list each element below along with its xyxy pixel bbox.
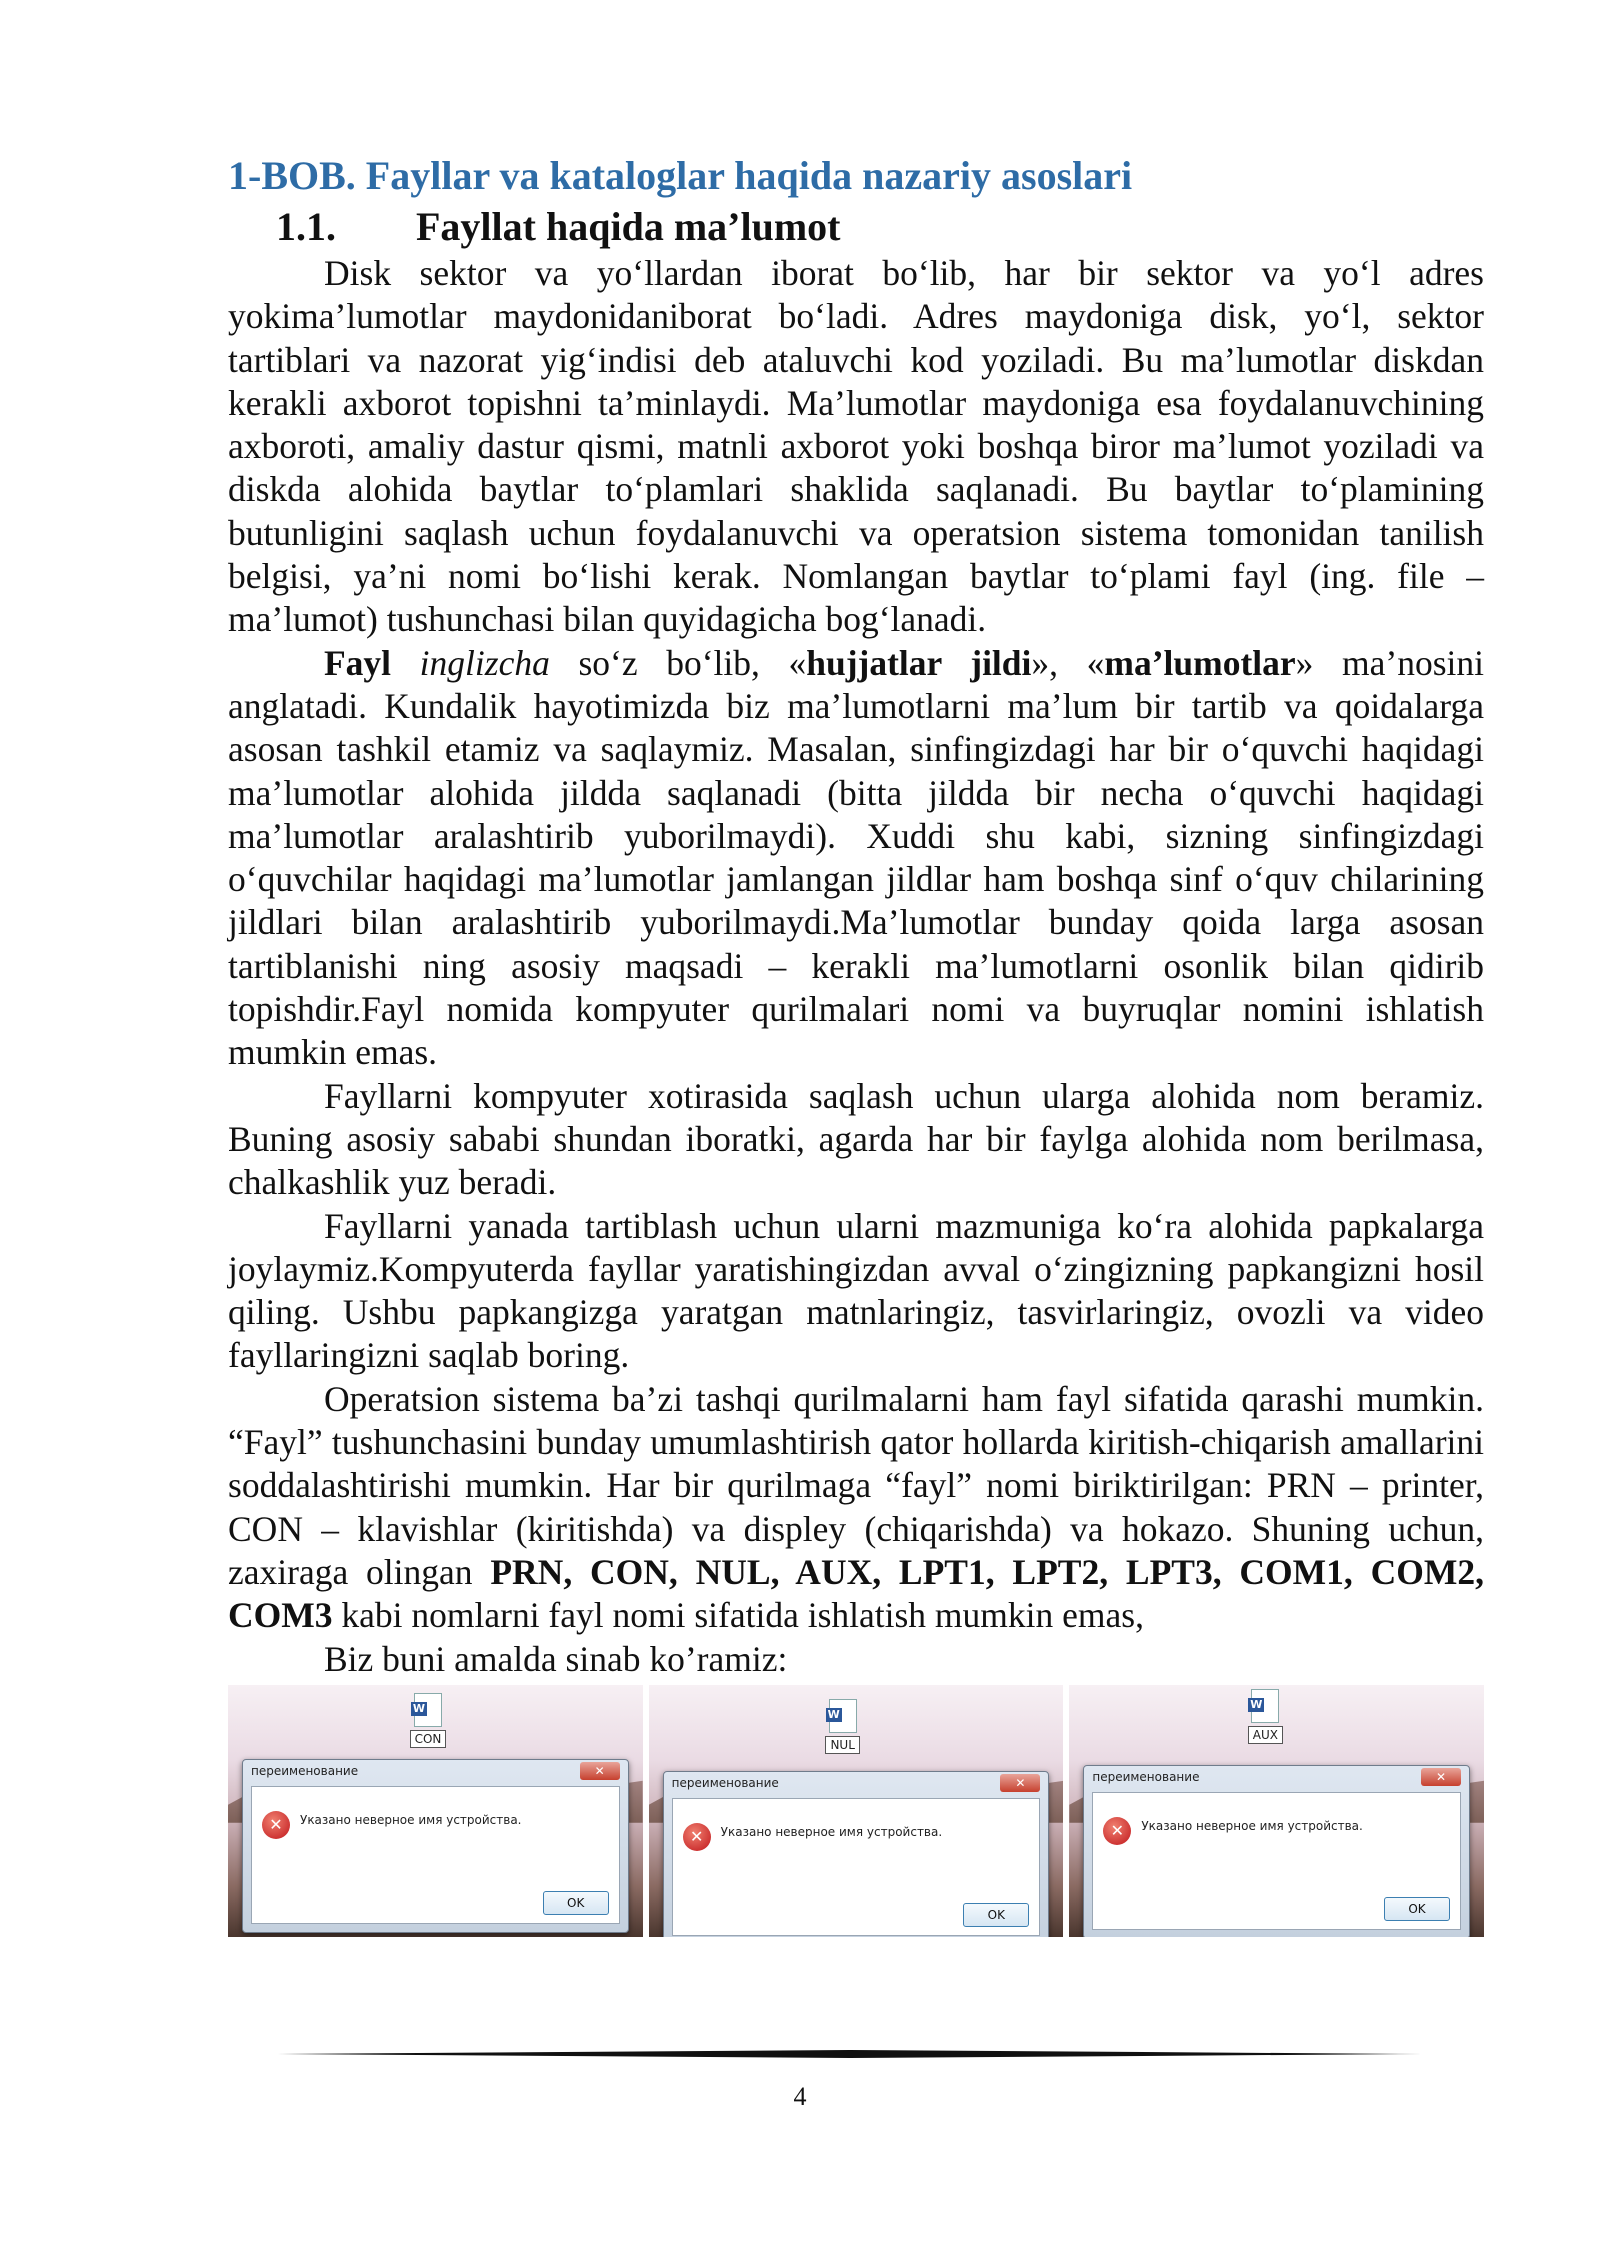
footer-rule: [278, 2050, 1422, 2058]
close-button[interactable]: ✕: [1421, 1768, 1461, 1786]
error-message: Указано неверное имя устройства.: [1141, 1818, 1363, 1833]
word-file-icon: [821, 1699, 865, 1754]
paragraph-file-definition: [228, 642, 1484, 1075]
dialog-body: [672, 1798, 1041, 1936]
reserved-names-list: PRN, CON, NUL, AUX, LPT1, LPT2, LPT3, COM1, COM2, COM3: [228, 1551, 1484, 1636]
screenshot-aux: [1069, 1685, 1484, 1937]
error-icon: ✕: [1103, 1817, 1131, 1845]
screenshot-nul: [649, 1685, 1064, 1937]
file-name-label: CON: [410, 1730, 447, 1748]
close-button[interactable]: ✕: [580, 1762, 620, 1780]
error-message: Указано неверное имя устройства.: [720, 1824, 943, 1839]
word-logo-icon: W: [1250, 1697, 1263, 1711]
page-content: [228, 150, 1484, 1937]
error-message: Указано неверное имя устройства.: [300, 1812, 522, 1827]
paragraph-try-it: Biz buni amalda sinab ko’ramiz:: [324, 1638, 788, 1679]
screenshots-row: [228, 1685, 1484, 1937]
document-icon: [1251, 1689, 1279, 1723]
error-icon: ✕: [683, 1823, 711, 1851]
text-span: so‘z bo‘lib, «: [549, 642, 807, 683]
page-number: 4: [793, 2082, 807, 2111]
dialog-title: переименование: [1092, 1769, 1200, 1784]
close-button[interactable]: ✕: [1000, 1774, 1040, 1792]
ok-button[interactable]: OK: [543, 1891, 609, 1915]
section-title: Fayllat haqida ma’lumot: [416, 204, 841, 249]
document-icon: [414, 1693, 442, 1727]
ok-button[interactable]: OK: [1384, 1897, 1450, 1921]
word-logo-icon: W: [827, 1707, 840, 1721]
term-hujjatlar-jildi: hujjatlar jildi: [806, 642, 1032, 683]
rename-error-dialog: [242, 1759, 629, 1933]
ok-button[interactable]: OK: [963, 1903, 1029, 1927]
paragraph-folders: Fayllarni yanada tartiblash uchun ularni mazmuniga ko‘ra alohida papkalarga joylaymiz.Kompyuterda fayllar yaratishingizdan avval o‘zingizning papkangizni hosil qiling. Ushbu papkangizga yaratgan matnlaringiz, tasvirlaringiz, ovozli va video fayllaringizni saqlab boring.: [228, 1205, 1484, 1376]
error-icon: ✕: [262, 1811, 290, 1839]
document-icon: [829, 1699, 857, 1733]
term-fayl: Fayl: [324, 642, 392, 683]
paragraph-disk-sectors: Disk sektor va yo‘llardan iborat bo‘lib, har bir sektor va yo‘l adres yokima’lumotlar maydonidaniborat bo‘ladi. Adres maydoniga disk, yo‘l, sektor tartiblari va nazorat yig‘indisi deb ataluvchi kod yoziladi. Bu ma’lumotlar diskdan kerakli axborot topishni ta’minlaydi. Ma’lumotlar maydoniga esa foydalanuvchining axboroti, amaliy dastur qismi, matnli axborot yoki boshqa biror ma’lumot yoziladi va diskda alohida baytlar to‘plamlari shaklida saqlanadi. Bu baytlar to‘plamining butunligini saqlash uchun foydalanuvchi va operatsion sistema tomonidan tanilish belgisi, ya’ni nomi bo‘lishi kerak. Nomlangan baytlar to‘plami fayl (ing. file – ma’lumot) tushunchasi bilan quyidagicha bog‘lanadi.: [228, 253, 1484, 640]
paragraph-reserved-names: [228, 1378, 1484, 1638]
text-span: », «: [1031, 642, 1105, 683]
chapter-title: 1-BOB. Fayllar va kataloglar haqida nazariy asoslari: [228, 153, 1133, 198]
file-name-label: AUX: [1248, 1726, 1283, 1744]
text-span: » ma’nosini anglatadi. Kundalik hayotimizda biz ma’lumotlarni ma’lum bir tartib va qoidalarga asosan tashkil etamiz va saqlaymiz. Masalan, sinfingizdagi har bir o‘quvchi haqidagi ma’lumotlar alohida jildda saqlanadi (bitta jildda bir necha o‘quvchi haqidagi ma’lumotlar aralashtirib yuborilmaydi). Xuddi shu kabi, sizning sinfingizdagi o‘quvchilar haqidagi ma’lumotlar jamlangan jildlar ham boshqa sinf o‘quv chilarining jildlari bilan aralashtirib yuborilmaydi.Ma’lumotlar bunday qoida larga asosan tartiblanishi ning asosiy maqsadi – kerakli ma’lumotlarni osonlik bilan qidirib topishdir.Fayl nomida kompyuter qurilmalari nomi va buyruqlar nomini ishlatish mumkin emas.: [228, 642, 1484, 1073]
rename-error-dialog: [663, 1771, 1050, 1937]
word-logo-icon: W: [412, 1701, 426, 1715]
rename-error-dialog: [1083, 1765, 1470, 1937]
dialog-title: переименование: [251, 1763, 359, 1778]
section-heading: [276, 202, 1484, 252]
screenshot-con: [228, 1685, 643, 1937]
term-malumotlar: ma’lumotlar: [1104, 642, 1296, 683]
text-span: Operatsion sistema ba’zi tashqi qurilmalarni ham fayl sifatida qarashi mumkin. “Fayl” tushunchasini bunday umumlashtirish qator hollarda kiritish-chiqarish amallarini soddalashtirishi mumkin. Har bir qurilmaga “fayl” nomi biriktirilgan: PRN – printer, CON – klavishlar (kiritishda) va displey (chiqarishda) va hokazo. Shuning uchun, zaxiraga olingan: [228, 1378, 1484, 1592]
file-name-label: NUL: [825, 1736, 859, 1754]
term-inglizcha: inglizcha: [419, 642, 550, 683]
section-number: 1.1.: [276, 204, 336, 249]
dialog-body: [1092, 1792, 1461, 1930]
dialog-body: [251, 1786, 620, 1924]
word-file-icon: [406, 1693, 450, 1748]
paragraph-file-names: Fayllarni kompyuter xotirasida saqlash uchun ularga alohida nom beramiz. Buning asosiy sababi shundan iboratki, agarda har bir faylga alohida nom berilmasa, chalkashlik yuz beradi.: [228, 1075, 1484, 1203]
word-file-icon: [1243, 1689, 1287, 1744]
dialog-title: переименование: [671, 1775, 779, 1790]
text-span: kabi nomlarni fayl nomi sifatida ishlatish mumkin emas,: [332, 1595, 1144, 1636]
